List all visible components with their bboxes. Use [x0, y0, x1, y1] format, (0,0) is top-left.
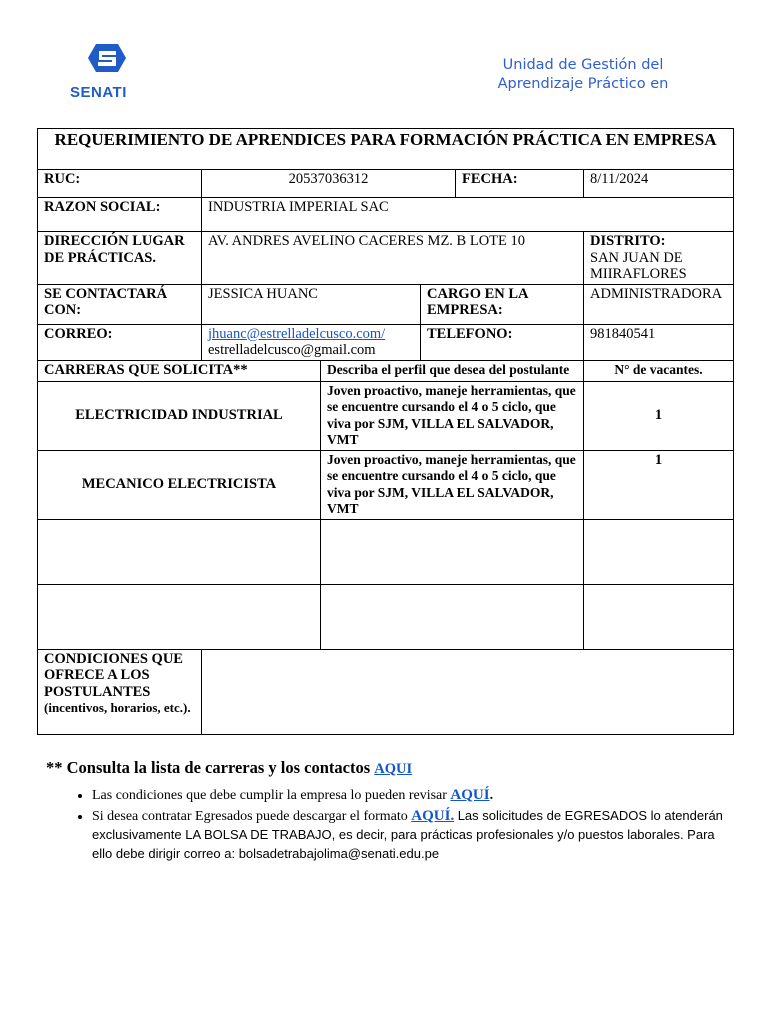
perfil-cell: Joven proactivo, maneje herramientas, que se encuentre cursando el 4 o 5 ciclo, que viva por SJM, VILLA EL SALVADOR, VMT: [321, 450, 584, 519]
carrera-cell: ELECTRICIDAD INDUSTRIAL: [38, 381, 321, 450]
cargo-label: CARGO EN LA EMPRESA:: [421, 284, 584, 324]
empty-cell: [584, 519, 734, 584]
bullet-list: [58, 786, 732, 866]
telefono-value: 981840541: [584, 324, 734, 360]
empty-cell: [321, 519, 584, 584]
contacto-value: JESSICA HUANC: [202, 284, 421, 324]
table-row-empty: [38, 519, 734, 584]
empty-cell: [38, 519, 321, 584]
unit-line-2: Aprendizaje Práctico en: [497, 76, 669, 92]
vacantes-cell: 1: [584, 381, 734, 450]
ruc-label: RUC:: [38, 170, 202, 198]
list-item: • Las condiciones que debe cumplir la empresa lo pueden revisar AQUÍ.: [92, 786, 732, 805]
empty-cell: [584, 584, 734, 649]
fecha-label: FECHA:: [456, 170, 584, 198]
list-item: [92, 807, 732, 864]
cargo-value: ADMINISTRADORA: [584, 284, 734, 324]
condiciones-value[interactable]: [202, 649, 734, 734]
unit-heading: [468, 56, 698, 94]
distrito-cell: [584, 232, 734, 285]
empty-cell: [38, 584, 321, 649]
col-header-carreras: CARRERAS QUE SOLICITA**: [38, 360, 321, 381]
telefono-label: TELEFONO:: [421, 324, 584, 360]
careers-list-link[interactable]: AQUI: [374, 761, 413, 777]
graduates-format-link[interactable]: AQUÍ.: [411, 808, 455, 824]
condiciones-sublabel: (incentivos, horarios, etc.).: [44, 700, 191, 715]
bullet2-rest: Las solicitudes de EGRESADOS lo atenderán exclusivamente LA BOLSA DE TRABAJO, es decir, para prácticas profesionales y/o puestos laborales. Para ello debe dirigir correo a: bolsadetrabajolima@senati.edu.pe: [92, 808, 723, 861]
distrito-label: DISTRITO:: [590, 233, 666, 249]
ruc-value: 20537036312: [202, 170, 456, 198]
correo-link[interactable]: jhuanc@estrelladelcusco.com/: [208, 325, 386, 342]
col-header-vacantes: N° de vacantes.: [584, 360, 734, 381]
conditions-link[interactable]: AQUÍ: [450, 787, 490, 803]
fecha-value: 8/11/2024: [584, 170, 734, 198]
distrito-value: SAN JUAN DE MIIRAFLORES: [590, 249, 687, 282]
razon-social-label: RAZON SOCIAL:: [38, 198, 202, 232]
perfil-cell: Joven proactivo, maneje herramientas, que se encuentre cursando el 4 o 5 ciclo, que viva por SJM, VILLA EL SALVADOR, VMT: [321, 381, 584, 450]
table-row: [38, 381, 734, 450]
correo-label: CORREO:: [38, 324, 202, 360]
table-row-empty: [38, 584, 734, 649]
correo-secondary: estrelladelcusco@gmail.com: [208, 342, 376, 358]
contacto-label: SE CONTACTARÁ CON:: [38, 284, 202, 324]
condiciones-label-cell: [38, 649, 202, 734]
logo-text: SENATI: [70, 84, 127, 101]
footer-note: [46, 758, 412, 778]
direccion-value: AV. ANDRES AVELINO CACERES MZ. B LOTE 10: [202, 232, 584, 285]
empty-cell: [321, 584, 584, 649]
direccion-label: DIRECCIÓN LUGAR DE PRÁCTICAS.: [38, 232, 202, 285]
razon-social-value: INDUSTRIA IMPERIAL SAC: [202, 198, 734, 232]
condiciones-label: CONDICIONES QUE OFRECE A LOS POSTULANTES: [44, 650, 183, 700]
correo-cell: [202, 324, 421, 360]
table-row: [38, 450, 734, 519]
carrera-cell: MECANICO ELECTRICISTA: [38, 450, 321, 519]
footer-note-text: ** Consulta la lista de carreras y los contactos: [46, 758, 371, 777]
vacantes-cell: 1: [584, 450, 734, 519]
requirement-form-table: [37, 128, 734, 735]
col-header-perfil: Describa el perfil que desea del postulante: [321, 360, 584, 381]
form-title: REQUERIMIENTO DE APRENDICES PARA FORMACIÓN PRÁCTICA EN EMPRESA: [38, 129, 734, 170]
unit-line-1: Unidad de Gestión del: [502, 57, 664, 73]
bullet1-text: Las condiciones que debe cumplir la empresa lo pueden revisar: [92, 788, 447, 803]
bullet2-text: Si desea contratar Egresados puede descargar el formato: [92, 809, 408, 824]
